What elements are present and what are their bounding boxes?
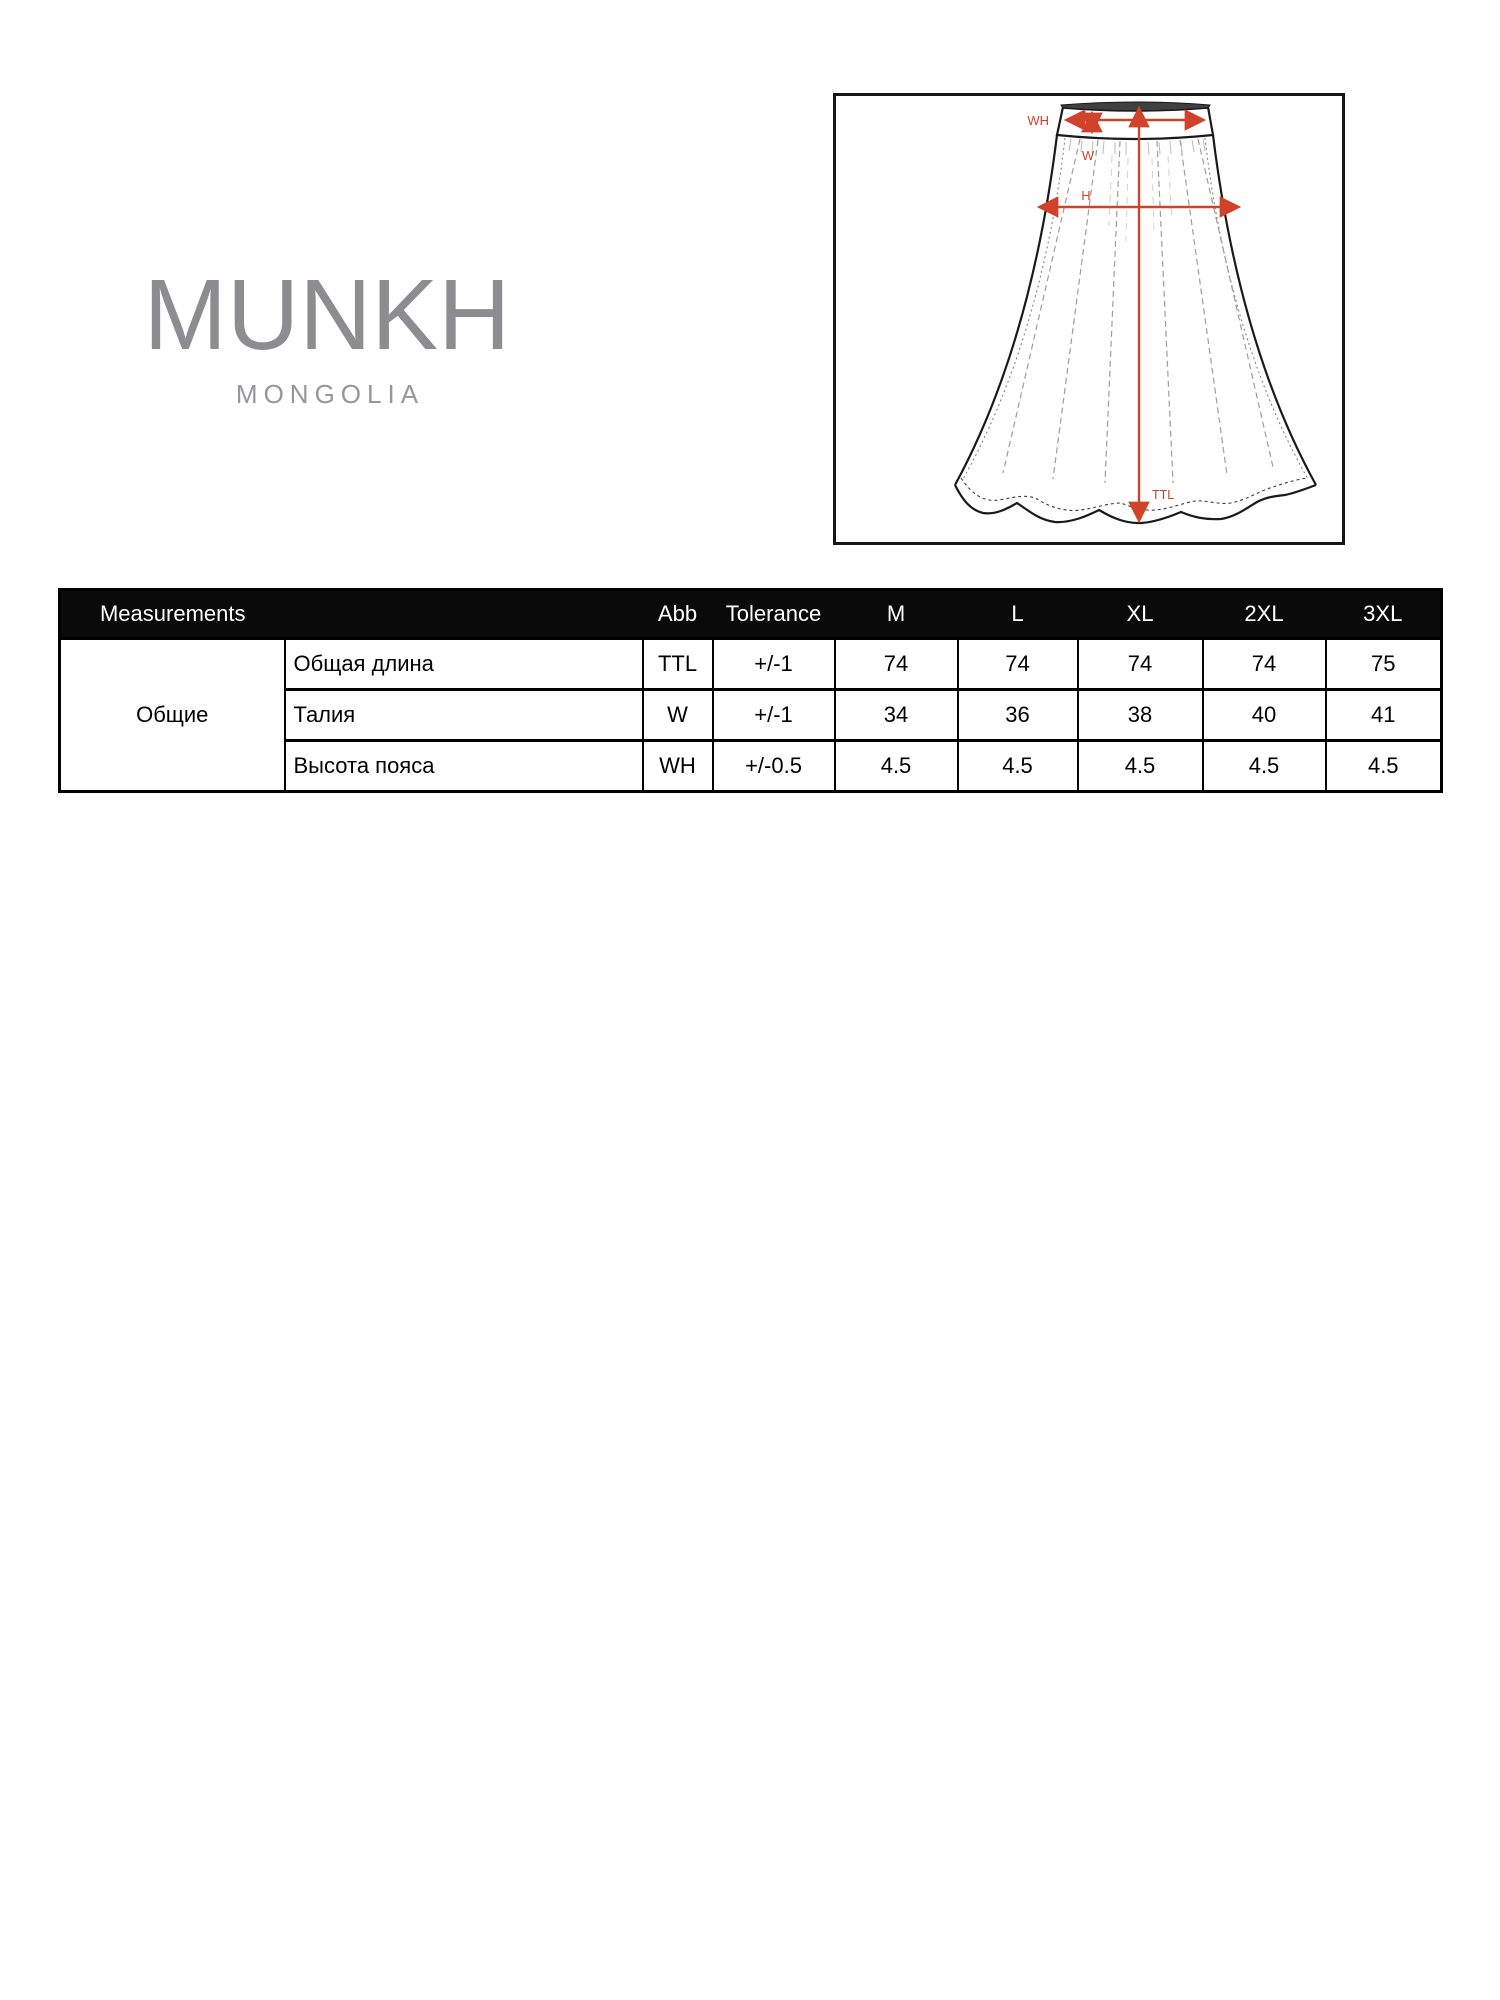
header-spacer <box>285 590 643 639</box>
waistband-outline <box>1057 107 1213 139</box>
value-2xl: 4.5 <box>1203 741 1326 792</box>
value-xl: 4.5 <box>1078 741 1203 792</box>
skirt-hem <box>955 485 1316 523</box>
value-m: 34 <box>835 690 958 741</box>
value-3xl: 75 <box>1326 639 1442 690</box>
measure-abb: WH <box>643 741 713 792</box>
label-w: W <box>1081 148 1095 163</box>
skirt-technical-drawing <box>836 96 1342 542</box>
group-cell: Общие <box>60 639 285 792</box>
header-tolerance: Tolerance <box>713 590 835 639</box>
brand-name: MUNKH <box>143 259 511 371</box>
measurement-arrows <box>1040 109 1238 520</box>
measure-name: Талия <box>285 690 643 741</box>
measure-name: Высота пояса <box>285 741 643 792</box>
header-size-2xl: 2XL <box>1203 590 1326 639</box>
label-h: H <box>1081 188 1091 203</box>
value-l: 4.5 <box>958 741 1078 792</box>
table-row <box>60 639 1442 690</box>
header-size-3xl: 3XL <box>1326 590 1442 639</box>
measure-tolerance: +/-1 <box>713 639 835 690</box>
brand-logo <box>143 259 511 410</box>
value-m: 74 <box>835 639 958 690</box>
value-l: 36 <box>958 690 1078 741</box>
value-3xl: 4.5 <box>1326 741 1442 792</box>
measure-abb: W <box>643 690 713 741</box>
garment-sketch-frame <box>833 93 1345 545</box>
value-m: 4.5 <box>835 741 958 792</box>
header-size-l: L <box>958 590 1078 639</box>
measure-tolerance: +/-1 <box>713 690 835 741</box>
measure-name: Общая длина <box>285 639 643 690</box>
value-3xl: 41 <box>1326 690 1442 741</box>
value-2xl: 74 <box>1203 639 1326 690</box>
measurements-table <box>58 588 1443 793</box>
value-xl: 74 <box>1078 639 1203 690</box>
label-wh: WH <box>1027 113 1049 128</box>
skirt-left-edge <box>955 135 1057 485</box>
value-l: 74 <box>958 639 1078 690</box>
value-2xl: 40 <box>1203 690 1326 741</box>
measure-abb: TTL <box>643 639 713 690</box>
header-abb: Abb <box>643 590 713 639</box>
label-ttl: TTL <box>1152 488 1175 502</box>
measure-tolerance: +/-0.5 <box>713 741 835 792</box>
brand-subtitle: MONGOLIA <box>235 379 425 409</box>
header-size-m: M <box>835 590 958 639</box>
header-measurements: Measurements <box>60 590 285 639</box>
header-size-xl: XL <box>1078 590 1203 639</box>
table-header-row <box>60 590 1442 639</box>
value-xl: 38 <box>1078 690 1203 741</box>
